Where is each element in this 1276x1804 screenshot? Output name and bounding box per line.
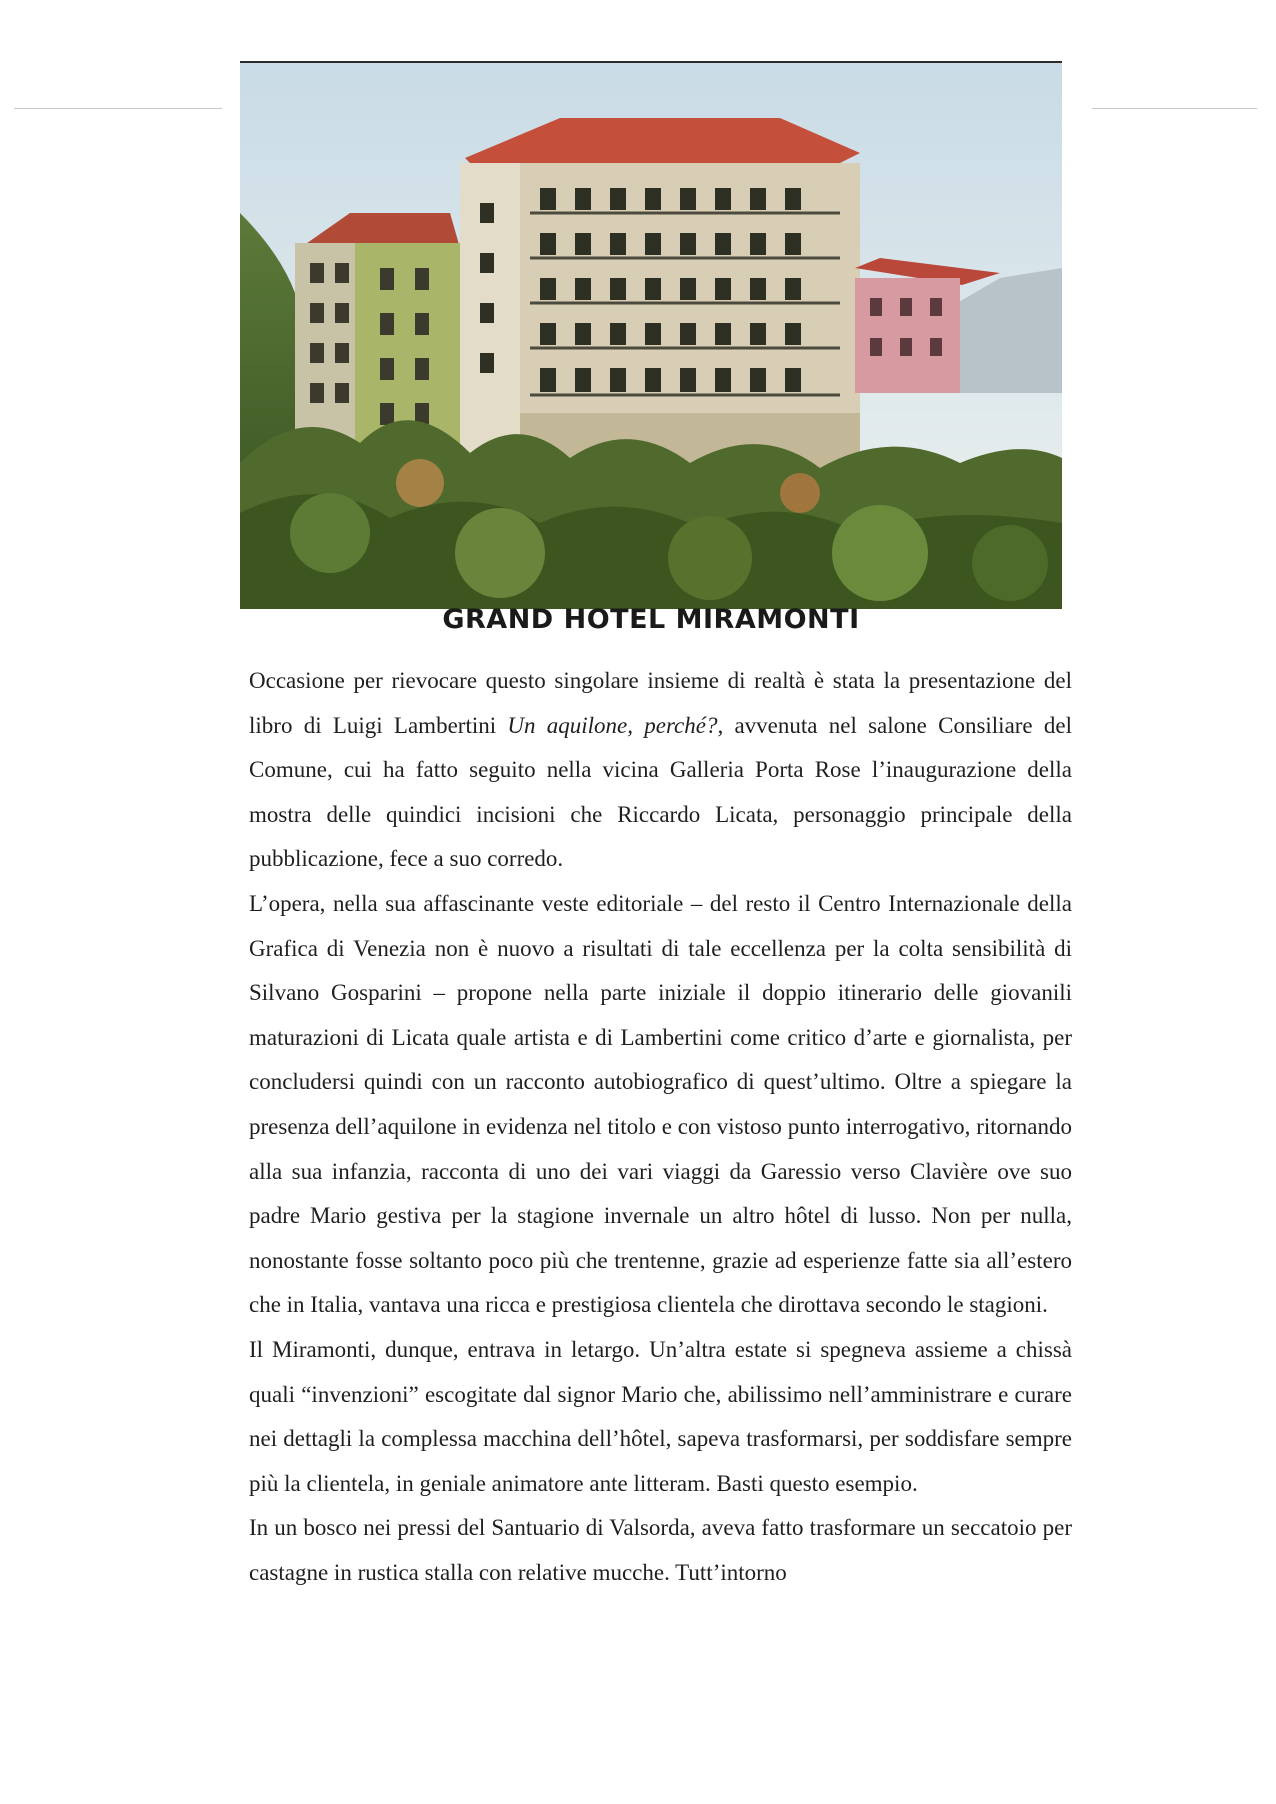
hotel-photo <box>240 61 1062 609</box>
paragraph-4: In un bosco nei pressi del Santuario di Valsorda, aveva fatto trasformare un seccatoio per castagne in rustica stalla con relative mucche. Tutt’intorno <box>249 1515 1072 1585</box>
paragraph-3: Il Miramonti, dunque, entrava in letargo. Un’altra estate si spegneva assieme a chissà quali “invenzioni” escogitate dal signor Mario che, abilissimo nell’amministrare e curare nei dettagli la complessa macchina dell’hôtel, sapeva trasformarsi, per soddisfare sempre più la clientela, in geniale animatore ante litteram. Basti questo esempio. <box>249 1336 1072 1496</box>
paragraph-1 <box>249 659 1072 882</box>
hotel-main-block <box>460 118 860 483</box>
left-rule <box>14 108 222 109</box>
paragraph-1-lead: Occasione per rievocare questo singolare insieme di realtà è stata la presentazione del libro di Luigi Lambertini <box>249 668 1072 738</box>
paragraph-1-rest: avvenuta nel salone Consiliare del Comune, cui ha fatto seguito nella vicina Galleria Porta Rose l’inaugurazione della mostra delle quindici incisioni che Riccardo Licata, personaggio principale della pubblicazione, fece a suo corredo. <box>249 712 1072 872</box>
photo-caption: GRAND HOTEL MIRAMONTI <box>442 604 860 635</box>
article-body <box>249 659 1072 1595</box>
paragraph-2: L’opera, nella sua affascinante veste editoriale – del resto il Centro Internazionale della Grafica di Venezia non è nuovo a risultati di tale eccellenza per la colta sensibilità di Silvano Gosparini – propone nella parte iniziale il doppio itinerario delle giovanili maturazioni di Licata quale artista e di Lambertini come critico d’arte e giornalista, per concludersi quindi con un racconto autobiografico di quest’ultimo. Oltre a spiegare la presenza dell’aquilone in evidenza nel titolo e con vistoso punto interrogativo, ritornando alla sua infanzia, racconta di uno dei vari viaggi da Garessio verso Clavière ove suo padre Mario gestiva per la stagione invernale un altro hôtel di lusso. Non per nulla, nonostante fosse soltanto poco più che trentenne, grazie ad esperienze fatte sia all’estero che in Italia, vantava una ricca e prestigiosa clientela che dirottava secondo le stagioni. <box>249 890 1072 1318</box>
hotel-photo-illustration <box>240 63 1062 609</box>
right-rule <box>1092 108 1257 109</box>
book-title: Un aquilone, perché?, <box>507 712 724 738</box>
